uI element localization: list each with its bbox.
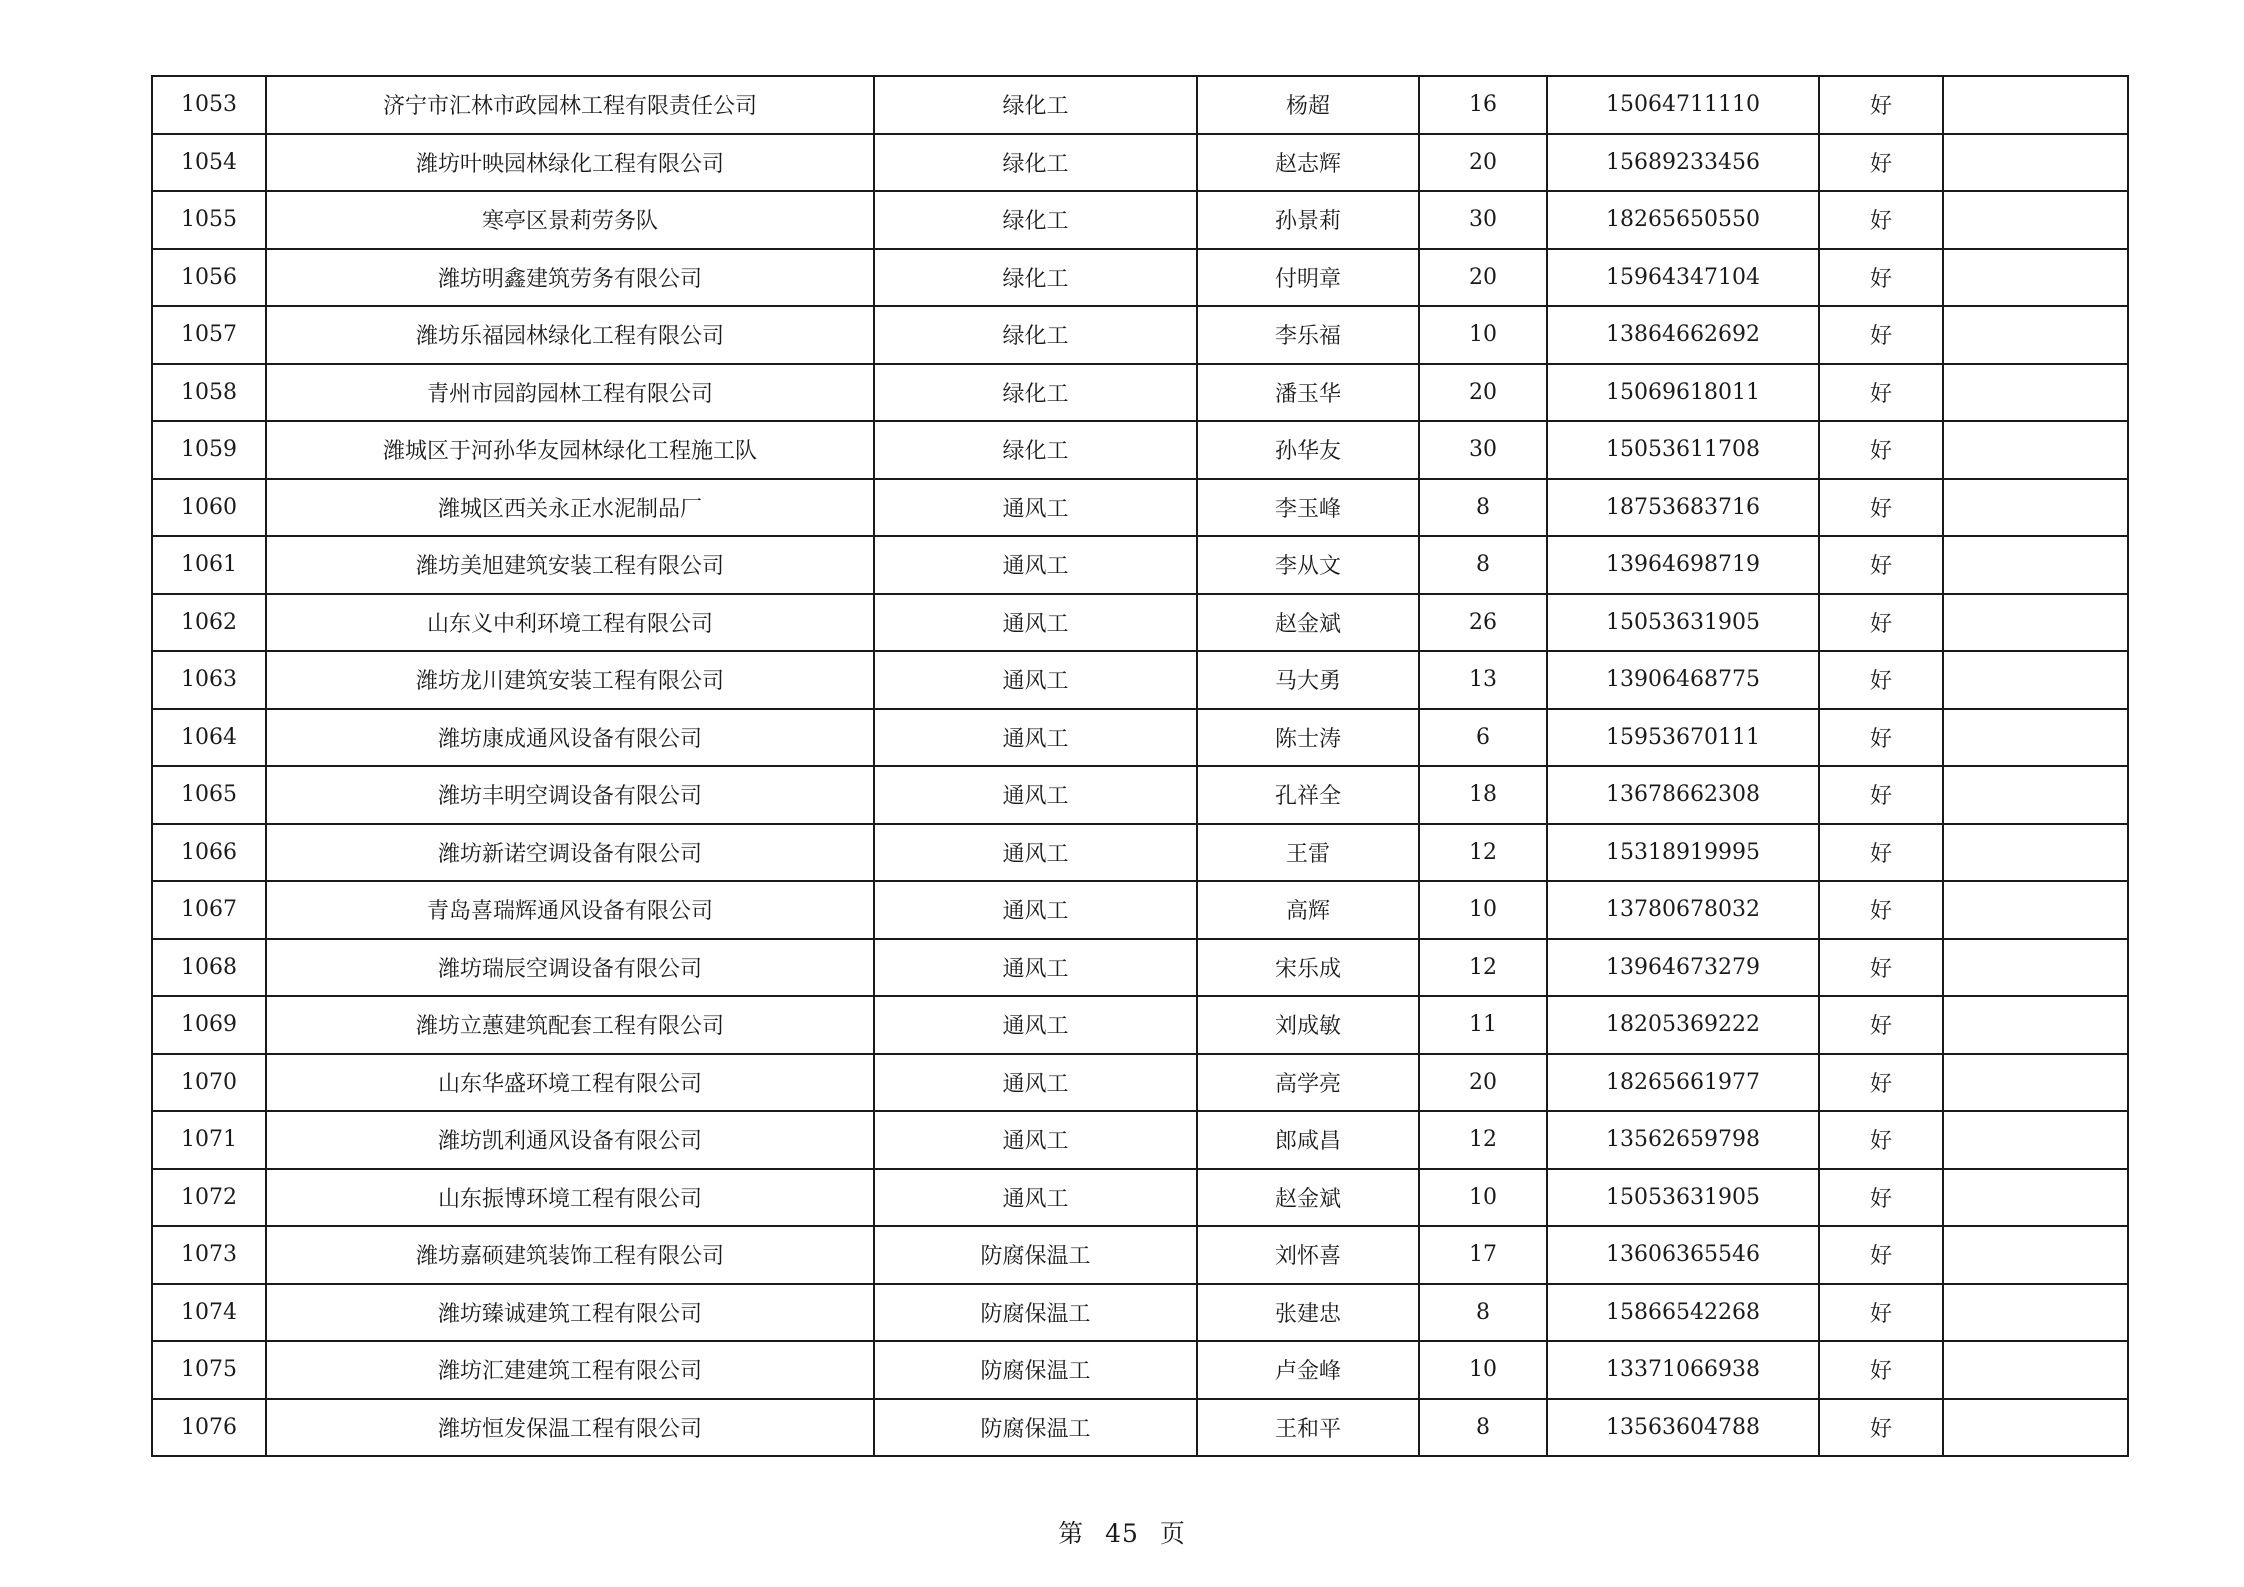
table-row <box>152 939 2128 997</box>
page-number: 45 <box>1105 1519 1139 1548</box>
cell-contact-person: 王和平 <box>1197 1399 1419 1457</box>
cell-company-name: 潍坊汇建建筑工程有限公司 <box>266 1341 874 1399</box>
cell-serial-number: 1063 <box>152 651 266 709</box>
cell-worker-count: 8 <box>1419 479 1547 537</box>
table-row <box>152 594 2128 652</box>
cell-worker-count: 12 <box>1419 939 1547 997</box>
table-row <box>152 766 2128 824</box>
cell-company-name: 寒亭区景莉劳务队 <box>266 191 874 249</box>
cell-worker-count: 10 <box>1419 881 1547 939</box>
table-body <box>152 76 2128 1456</box>
table-row <box>152 1399 2128 1457</box>
cell-company-name: 潍坊美旭建筑安装工程有限公司 <box>266 536 874 594</box>
cell-contact-person: 赵金斌 <box>1197 594 1419 652</box>
table-row <box>152 881 2128 939</box>
cell-company-name: 山东义中利环境工程有限公司 <box>266 594 874 652</box>
cell-contact-person: 李从文 <box>1197 536 1419 594</box>
cell-worker-count: 12 <box>1419 1111 1547 1169</box>
cell-remark <box>1943 364 2128 422</box>
cell-rating: 好 <box>1819 709 1943 767</box>
cell-trade: 通风工 <box>874 824 1197 882</box>
cell-trade: 通风工 <box>874 881 1197 939</box>
cell-phone-number: 18265650550 <box>1547 191 1819 249</box>
cell-serial-number: 1076 <box>152 1399 266 1457</box>
cell-contact-person: 孙景莉 <box>1197 191 1419 249</box>
cell-phone-number: 13371066938 <box>1547 1341 1819 1399</box>
cell-phone-number: 15689233456 <box>1547 134 1819 192</box>
cell-remark <box>1943 996 2128 1054</box>
cell-serial-number: 1065 <box>152 766 266 824</box>
cell-rating: 好 <box>1819 824 1943 882</box>
cell-trade: 绿化工 <box>874 364 1197 422</box>
cell-contact-person: 高学亮 <box>1197 1054 1419 1112</box>
cell-worker-count: 18 <box>1419 766 1547 824</box>
cell-rating: 好 <box>1819 1054 1943 1112</box>
cell-remark <box>1943 594 2128 652</box>
page-footer-suffix: 页 <box>1159 1519 1186 1548</box>
cell-company-name: 潍坊嘉硕建筑装饰工程有限公司 <box>266 1226 874 1284</box>
cell-remark <box>1943 479 2128 537</box>
cell-rating: 好 <box>1819 1341 1943 1399</box>
cell-worker-count: 20 <box>1419 134 1547 192</box>
cell-serial-number: 1075 <box>152 1341 266 1399</box>
table-row <box>152 996 2128 1054</box>
cell-remark <box>1943 1399 2128 1457</box>
cell-phone-number: 18205369222 <box>1547 996 1819 1054</box>
cell-contact-person: 赵金斌 <box>1197 1169 1419 1227</box>
cell-trade: 通风工 <box>874 1111 1197 1169</box>
cell-contact-person: 孔祥全 <box>1197 766 1419 824</box>
cell-phone-number: 15866542268 <box>1547 1284 1819 1342</box>
cell-trade: 防腐保温工 <box>874 1399 1197 1457</box>
cell-rating: 好 <box>1819 421 1943 479</box>
cell-rating: 好 <box>1819 1169 1943 1227</box>
cell-phone-number: 18753683716 <box>1547 479 1819 537</box>
cell-worker-count: 8 <box>1419 536 1547 594</box>
cell-phone-number: 15053611708 <box>1547 421 1819 479</box>
cell-phone-number: 15953670111 <box>1547 709 1819 767</box>
cell-remark <box>1943 1111 2128 1169</box>
cell-company-name: 潍坊臻诚建筑工程有限公司 <box>266 1284 874 1342</box>
cell-company-name: 山东振博环境工程有限公司 <box>266 1169 874 1227</box>
cell-rating: 好 <box>1819 479 1943 537</box>
cell-company-name: 青岛喜瑞辉通风设备有限公司 <box>266 881 874 939</box>
contractor-table <box>151 75 2129 1457</box>
cell-contact-person: 陈士涛 <box>1197 709 1419 767</box>
cell-phone-number: 13562659798 <box>1547 1111 1819 1169</box>
cell-trade: 绿化工 <box>874 306 1197 364</box>
cell-worker-count: 11 <box>1419 996 1547 1054</box>
table-row <box>152 76 2128 134</box>
cell-phone-number: 13906468775 <box>1547 651 1819 709</box>
cell-contact-person: 高辉 <box>1197 881 1419 939</box>
cell-contact-person: 郎咸昌 <box>1197 1111 1419 1169</box>
cell-company-name: 潍坊乐福园林绿化工程有限公司 <box>266 306 874 364</box>
cell-rating: 好 <box>1819 1399 1943 1457</box>
cell-serial-number: 1058 <box>152 364 266 422</box>
cell-phone-number: 15069618011 <box>1547 364 1819 422</box>
cell-worker-count: 8 <box>1419 1284 1547 1342</box>
cell-rating: 好 <box>1819 1111 1943 1169</box>
cell-worker-count: 6 <box>1419 709 1547 767</box>
cell-trade: 通风工 <box>874 939 1197 997</box>
cell-company-name: 潍坊立蕙建筑配套工程有限公司 <box>266 996 874 1054</box>
cell-rating: 好 <box>1819 594 1943 652</box>
cell-trade: 通风工 <box>874 479 1197 537</box>
cell-company-name: 潍坊明鑫建筑劳务有限公司 <box>266 249 874 307</box>
cell-rating: 好 <box>1819 191 1943 249</box>
cell-remark <box>1943 1054 2128 1112</box>
table-row <box>152 1111 2128 1169</box>
cell-trade: 通风工 <box>874 709 1197 767</box>
cell-phone-number: 13964698719 <box>1547 536 1819 594</box>
table-row <box>152 479 2128 537</box>
cell-rating: 好 <box>1819 306 1943 364</box>
cell-remark <box>1943 134 2128 192</box>
cell-trade: 防腐保温工 <box>874 1226 1197 1284</box>
cell-rating: 好 <box>1819 1284 1943 1342</box>
cell-trade: 绿化工 <box>874 134 1197 192</box>
cell-rating: 好 <box>1819 996 1943 1054</box>
table-row <box>152 1226 2128 1284</box>
cell-remark <box>1943 191 2128 249</box>
cell-serial-number: 1071 <box>152 1111 266 1169</box>
table-row <box>152 824 2128 882</box>
table-row <box>152 1054 2128 1112</box>
table-row <box>152 421 2128 479</box>
cell-contact-person: 李玉峰 <box>1197 479 1419 537</box>
cell-trade: 绿化工 <box>874 191 1197 249</box>
cell-remark <box>1943 1169 2128 1227</box>
cell-remark <box>1943 939 2128 997</box>
table-row <box>152 709 2128 767</box>
cell-company-name: 潍坊龙川建筑安装工程有限公司 <box>266 651 874 709</box>
cell-worker-count: 13 <box>1419 651 1547 709</box>
cell-contact-person: 王雷 <box>1197 824 1419 882</box>
cell-rating: 好 <box>1819 536 1943 594</box>
cell-trade: 防腐保温工 <box>874 1284 1197 1342</box>
cell-worker-count: 8 <box>1419 1399 1547 1457</box>
cell-rating: 好 <box>1819 651 1943 709</box>
cell-worker-count: 16 <box>1419 76 1547 134</box>
cell-rating: 好 <box>1819 939 1943 997</box>
table-row <box>152 306 2128 364</box>
cell-serial-number: 1066 <box>152 824 266 882</box>
cell-company-name: 潍坊恒发保温工程有限公司 <box>266 1399 874 1457</box>
cell-remark <box>1943 709 2128 767</box>
cell-serial-number: 1057 <box>152 306 266 364</box>
cell-company-name: 潍坊瑞辰空调设备有限公司 <box>266 939 874 997</box>
cell-remark <box>1943 421 2128 479</box>
cell-rating: 好 <box>1819 134 1943 192</box>
cell-worker-count: 30 <box>1419 421 1547 479</box>
cell-remark <box>1943 306 2128 364</box>
cell-serial-number: 1055 <box>152 191 266 249</box>
table-row <box>152 651 2128 709</box>
cell-phone-number: 13964673279 <box>1547 939 1819 997</box>
cell-company-name: 潍城区于河孙华友园林绿化工程施工队 <box>266 421 874 479</box>
cell-company-name: 青州市园韵园林工程有限公司 <box>266 364 874 422</box>
cell-trade: 通风工 <box>874 766 1197 824</box>
cell-trade: 绿化工 <box>874 76 1197 134</box>
table-row <box>152 249 2128 307</box>
cell-remark <box>1943 1226 2128 1284</box>
cell-serial-number: 1070 <box>152 1054 266 1112</box>
cell-worker-count: 10 <box>1419 306 1547 364</box>
cell-contact-person: 付明章 <box>1197 249 1419 307</box>
cell-phone-number: 18265661977 <box>1547 1054 1819 1112</box>
cell-serial-number: 1062 <box>152 594 266 652</box>
cell-contact-person: 孙华友 <box>1197 421 1419 479</box>
cell-contact-person: 宋乐成 <box>1197 939 1419 997</box>
cell-serial-number: 1061 <box>152 536 266 594</box>
cell-phone-number: 15318919995 <box>1547 824 1819 882</box>
cell-worker-count: 10 <box>1419 1169 1547 1227</box>
cell-trade: 通风工 <box>874 996 1197 1054</box>
cell-worker-count: 20 <box>1419 364 1547 422</box>
cell-serial-number: 1067 <box>152 881 266 939</box>
cell-remark <box>1943 766 2128 824</box>
cell-serial-number: 1073 <box>152 1226 266 1284</box>
cell-rating: 好 <box>1819 881 1943 939</box>
cell-worker-count: 30 <box>1419 191 1547 249</box>
page-footer-prefix: 第 <box>1058 1519 1085 1548</box>
cell-serial-number: 1053 <box>152 76 266 134</box>
cell-serial-number: 1072 <box>152 1169 266 1227</box>
cell-serial-number: 1056 <box>152 249 266 307</box>
cell-rating: 好 <box>1819 766 1943 824</box>
cell-company-name: 潍坊新诺空调设备有限公司 <box>266 824 874 882</box>
cell-worker-count: 26 <box>1419 594 1547 652</box>
cell-phone-number: 15064711110 <box>1547 76 1819 134</box>
cell-contact-person: 刘成敏 <box>1197 996 1419 1054</box>
cell-trade: 绿化工 <box>874 421 1197 479</box>
cell-worker-count: 17 <box>1419 1226 1547 1284</box>
cell-phone-number: 13678662308 <box>1547 766 1819 824</box>
cell-serial-number: 1054 <box>152 134 266 192</box>
cell-rating: 好 <box>1819 364 1943 422</box>
cell-phone-number: 13606365546 <box>1547 1226 1819 1284</box>
cell-phone-number: 13780678032 <box>1547 881 1819 939</box>
cell-rating: 好 <box>1819 249 1943 307</box>
cell-phone-number: 15053631905 <box>1547 594 1819 652</box>
cell-trade: 通风工 <box>874 651 1197 709</box>
cell-serial-number: 1068 <box>152 939 266 997</box>
cell-worker-count: 20 <box>1419 1054 1547 1112</box>
cell-serial-number: 1069 <box>152 996 266 1054</box>
cell-serial-number: 1064 <box>152 709 266 767</box>
cell-remark <box>1943 76 2128 134</box>
cell-remark <box>1943 536 2128 594</box>
cell-remark <box>1943 881 2128 939</box>
cell-trade: 通风工 <box>874 1169 1197 1227</box>
cell-remark <box>1943 1341 2128 1399</box>
cell-rating: 好 <box>1819 76 1943 134</box>
cell-contact-person: 杨超 <box>1197 76 1419 134</box>
cell-company-name: 潍坊丰明空调设备有限公司 <box>266 766 874 824</box>
cell-contact-person: 潘玉华 <box>1197 364 1419 422</box>
cell-contact-person: 刘怀喜 <box>1197 1226 1419 1284</box>
cell-phone-number: 15053631905 <box>1547 1169 1819 1227</box>
cell-company-name: 潍坊叶映园林绿化工程有限公司 <box>266 134 874 192</box>
cell-contact-person: 卢金峰 <box>1197 1341 1419 1399</box>
cell-serial-number: 1059 <box>152 421 266 479</box>
cell-worker-count: 12 <box>1419 824 1547 882</box>
cell-company-name: 山东华盛环境工程有限公司 <box>266 1054 874 1112</box>
table-row <box>152 1284 2128 1342</box>
table-row <box>152 364 2128 422</box>
cell-company-name: 济宁市汇林市政园林工程有限责任公司 <box>266 76 874 134</box>
cell-trade: 防腐保温工 <box>874 1341 1197 1399</box>
cell-serial-number: 1074 <box>152 1284 266 1342</box>
cell-rating: 好 <box>1819 1226 1943 1284</box>
cell-company-name: 潍城区西关永正水泥制品厂 <box>266 479 874 537</box>
cell-contact-person: 李乐福 <box>1197 306 1419 364</box>
cell-trade: 通风工 <box>874 536 1197 594</box>
table-row <box>152 134 2128 192</box>
table-row <box>152 1169 2128 1227</box>
cell-phone-number: 13864662692 <box>1547 306 1819 364</box>
cell-remark <box>1943 249 2128 307</box>
cell-phone-number: 13563604788 <box>1547 1399 1819 1457</box>
table-row <box>152 536 2128 594</box>
document-table-container <box>151 75 2127 1457</box>
cell-trade: 通风工 <box>874 1054 1197 1112</box>
cell-remark <box>1943 1284 2128 1342</box>
page-footer <box>0 1514 2244 1550</box>
cell-remark <box>1943 651 2128 709</box>
cell-contact-person: 马大勇 <box>1197 651 1419 709</box>
table-row <box>152 191 2128 249</box>
table-row <box>152 1341 2128 1399</box>
cell-worker-count: 20 <box>1419 249 1547 307</box>
cell-company-name: 潍坊凯利通风设备有限公司 <box>266 1111 874 1169</box>
cell-contact-person: 赵志辉 <box>1197 134 1419 192</box>
cell-remark <box>1943 824 2128 882</box>
cell-worker-count: 10 <box>1419 1341 1547 1399</box>
cell-serial-number: 1060 <box>152 479 266 537</box>
cell-phone-number: 15964347104 <box>1547 249 1819 307</box>
cell-trade: 通风工 <box>874 594 1197 652</box>
cell-company-name: 潍坊康成通风设备有限公司 <box>266 709 874 767</box>
cell-trade: 绿化工 <box>874 249 1197 307</box>
cell-contact-person: 张建忠 <box>1197 1284 1419 1342</box>
